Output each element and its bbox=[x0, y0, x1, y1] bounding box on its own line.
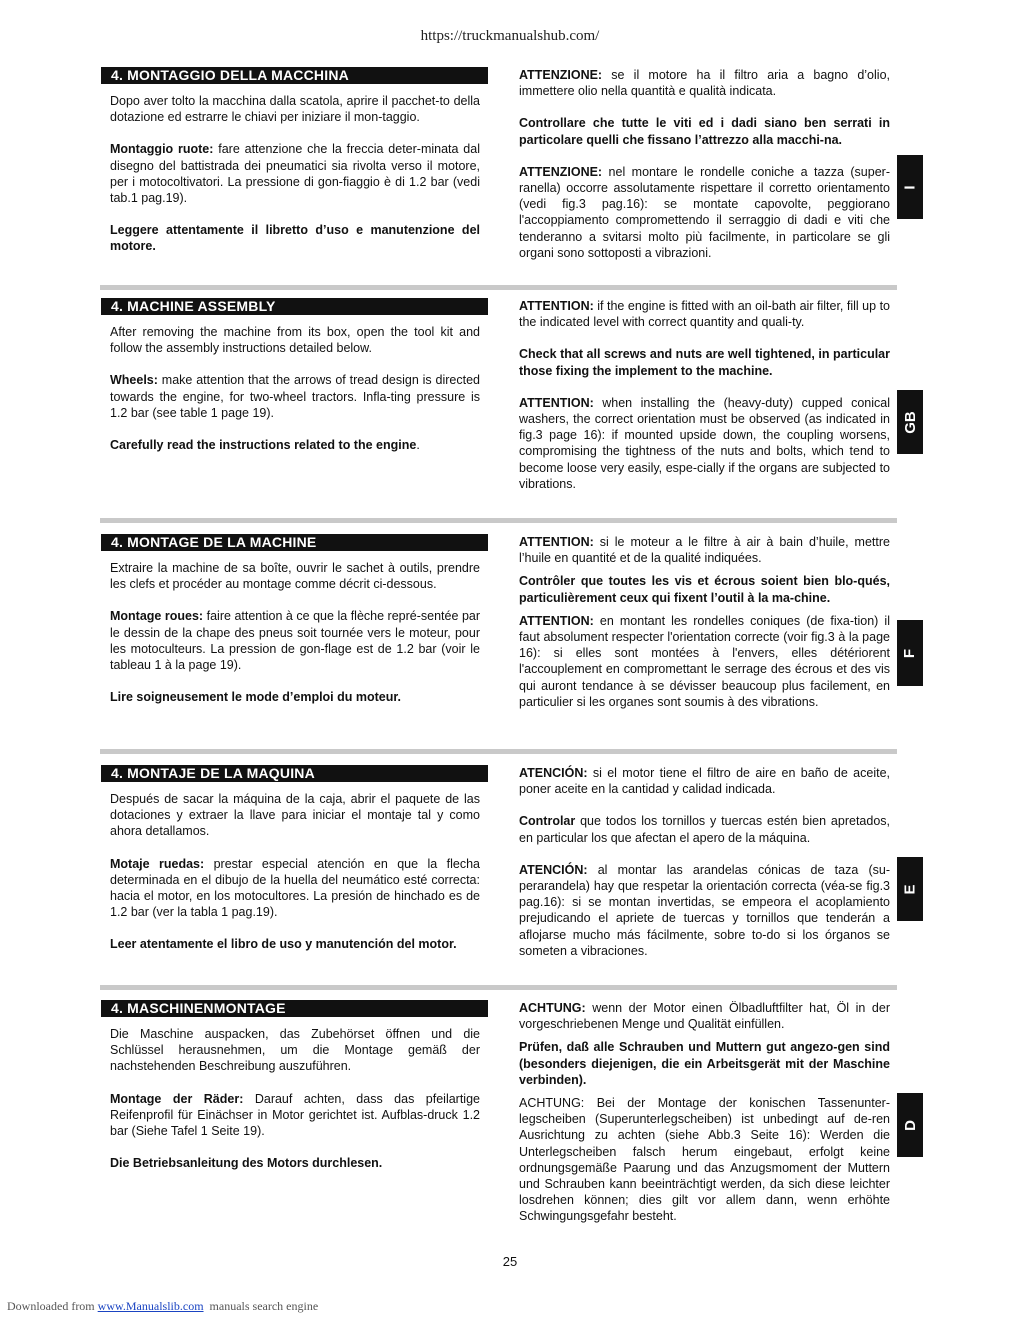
paragraph: Motaje ruedas: prestar especial atención en que la flecha determinada en el dibujo de la huella del neumático esté correcta: hacia el motor, en los motocultores. La presión de hinchado es de 1.2 bar (ver la tabla 1 pag.19). bbox=[110, 856, 480, 920]
section-left-column bbox=[101, 67, 488, 271]
paragraph: Extraire la machine de sa boîte, ouvrir le sachet à outils, prendre les clefs et procéder au montage comme décrit ci-dessous. bbox=[110, 561, 480, 592]
paragraph: ATTENTION: when installing the (heavy-duty) cupped conical washers, the correct orientation must be observed (as indicated in fig.3 page 16): if mounted upside down, the coupling worsens, compromising the tightness of the nuts and bolts, which tend to become loose very easily, espe-cially if the organs are subjected to vibrations. bbox=[519, 395, 890, 491]
section-heading: 4. MASCHINENMONTAGE bbox=[101, 1000, 488, 1017]
section-divider bbox=[100, 285, 897, 290]
section-divider bbox=[100, 985, 897, 990]
section-left-column bbox=[101, 765, 488, 969]
section-heading: 4. MONTAGGIO DELLA MACCHINA bbox=[101, 67, 488, 84]
paragraph: Wheels: make attention that the arrows of tread design is directed towards the engine, for two-wheel tractors. Infla-ting pressure is 1.2 bar (see table 1 page 19). bbox=[110, 373, 480, 420]
section-divider bbox=[100, 518, 897, 523]
footer-prefix: Downloaded from bbox=[7, 1299, 98, 1313]
paragraph: Die Betriebsanleitung des Motors durchlesen. bbox=[110, 1156, 383, 1171]
paragraph: Controlar que todos los tornillos y tuercas estén bien apretados, en particular los que afectan el apero de la máquina. bbox=[519, 814, 890, 845]
paragraph: Montaggio ruote: fare attenzione che la freccia deter-minata dal disegno del battistrada dei pneumatici sia rivolta verso il motore, per i motocoltivatori. La pressione di gon-fiaggio è di 1.2 bar (vedi tab.1 pag.19). bbox=[110, 142, 480, 206]
paragraph: ACHTUNG: wenn der Motor einen Ölbadluftfilter hat, Öl in der vorgeschriebenen Menge und Qualität einfüllen. bbox=[519, 1001, 890, 1032]
language-tab: GB bbox=[897, 390, 923, 454]
section-right-column bbox=[519, 765, 890, 975]
footer-suffix: manuals search engine bbox=[203, 1299, 319, 1313]
section-right-column bbox=[519, 298, 890, 508]
paragraph: Montage der Räder: Darauf achten, dass das pfeilartige Reifenprofil für Einächser in Motor gerichtet ist. Aufblas-druck 1.2 bar (Siehe Tafel 1 Seite 19). bbox=[110, 1091, 480, 1139]
section-divider bbox=[100, 749, 897, 754]
page-number: 25 bbox=[502, 1254, 518, 1269]
language-tab: E bbox=[897, 857, 923, 921]
section-left-column bbox=[101, 1000, 488, 1187]
source-url: https://truckmanualshub.com/ bbox=[420, 28, 600, 44]
download-footer bbox=[7, 1299, 318, 1314]
paragraph: Leggere attentamente il libretto d’uso e manutenzione del motore. bbox=[110, 223, 480, 254]
section-left-column bbox=[101, 298, 488, 469]
section-heading: 4. MONTAGE DE LA MACHINE bbox=[101, 534, 488, 551]
paragraph: Controllare che tutte le viti ed i dadi siano ben serrati in particolare quelli che fissano l’attrezzo alla macchi-na. bbox=[519, 116, 890, 147]
paragraph: Lire soigneusement le mode d’emploi du moteur. bbox=[110, 690, 402, 705]
section-heading: 4. MONTAJE DE LA MAQUINA bbox=[101, 765, 488, 782]
paragraph: Montage roues: faire attention à ce que la flèche repré-sentée par le dessin de la chape des pneus soit tournée vers le moteur, pour les motoculteurs. La pression de gon-flage est de 1.2 bar (voir le tableau 1 à la page 19). bbox=[110, 609, 481, 673]
section-right-column bbox=[519, 1000, 890, 1241]
paragraph: Dopo aver tolto la macchina dalla scatola, aprire il pacchet-to della dotazione ed estrarre le chiavi per iniziare il mon-taggio. bbox=[110, 94, 480, 125]
paragraph: ACHTUNG: Bei der Montage der konischen Tassenunter-legscheiben (Superunterlegscheiben) ist unbedingt auf de-ren Ausrichtung zu achten (siehe Abb.3 Seite 16): Werden die Unterlegscheiben falsch herum eingebaut, erfolgt keine ordnungsgemäße Paarung und das Anzugsmoment der Muttern und Schrauben kann beeinträchtigt werden, da sich diese leichter losdrehen können; dies gilt vor allem dann, wenn erhöhte Schwingungsgefahr besteht. bbox=[519, 1096, 890, 1224]
paragraph: ATENCIÓN: si el motor tiene el filtro de aire en baño de aceite, poner aceite en la cantidad y calidad indicada. bbox=[519, 766, 890, 797]
paragraph: Die Maschine auspacken, das Zubehörset öffnen und die Schlüssel herausnehmen, um die Montage gemäß der nachstehenden Beschreibung auszuführen. bbox=[110, 1027, 480, 1074]
section-right-column bbox=[519, 67, 890, 277]
paragraph: Prüfen, daß alle Schrauben und Muttern gut angezo-gen sind (besonders diejenigen, die ein Arbeitsgerät mit der Maschine verbinden). bbox=[519, 1040, 890, 1087]
paragraph: ATTENTION: if the engine is fitted with an oil-bath air filter, fill up to the indicated level with correct quantity and quali-ty. bbox=[519, 299, 890, 330]
language-tab: F bbox=[897, 620, 923, 686]
paragraph: Carefully read the instructions related to the engine. bbox=[110, 438, 420, 453]
paragraph: ATTENTION: en montant les rondelles coniques (de fixa-tion) il faut absolument respecter l'orientation correcte (voir fig.3 à la page 16): si elles sont montées à l'envers, elles détériorent l'accouplement en compromettant le serrage des écrous et des vis qui auront tendance à se dévisser beaucoup plus facilement, en particulier si les organes sont soumis à des vibrations. bbox=[519, 613, 890, 709]
manualslib-link[interactable]: www.Manualslib.com bbox=[97, 1299, 204, 1313]
language-tab: I bbox=[897, 155, 923, 219]
paragraph: ATENCIÓN: al montar las arandelas cónicas de taza (su-perarandela) hay que respetar la orientación correcta (véa-se fig.3 pag.16): si se montan invertidas, se empeora el acoplamiento prejudicando el apriete de tuercas y tornillos que tenderán a aflojarse mucho más fácilmente, sobre to-do si los órganos se someten a vibraciones. bbox=[519, 862, 890, 958]
paragraph: Después de sacar la máquina de la caja, abrir el paquete de las dotaciones y extraer la llave para iniciar el montaje tal y como ahora detallamos. bbox=[110, 792, 480, 839]
paragraph: Check that all screws and nuts are well tightened, in particular those fixing the implement to the machine. bbox=[519, 347, 890, 378]
paragraph: ATTENZIONE: nel montare le rondelle coniche a tazza (super-ranella) occorre assolutamente rispettare il corretto orientamento (vedi fig.3 pag.16): se montate capovolte, peggiorano l'accoppiamento compromettendo il serraggio di dadi e viti che tenderanno a svitarsi molto più facilmente, in particolare se gli organi sono sottoposti a vibrazioni. bbox=[519, 164, 890, 260]
paragraph: After removing the machine from its box, open the tool kit and follow the assembly instructions detailed below. bbox=[110, 325, 480, 356]
paragraph: ATTENTION: si le moteur a le filtre à air à bain d’huile, mettre l’huile en quantité et de la qualité indiquées. bbox=[519, 535, 890, 566]
section-right-column bbox=[519, 534, 890, 726]
paragraph: ATTENZIONE: se il motore ha il filtro aria a bagno d’olio, immettere olio nella quantità e qualità indicata. bbox=[519, 68, 890, 99]
paragraph: Contrôler que toutes les vis et écrous soient bien blo-qués, particulièrement ceux qui fixent l’outil à la ma-chine. bbox=[519, 574, 890, 605]
section-heading: 4. MACHINE ASSEMBLY bbox=[101, 298, 488, 315]
paragraph: Leer atentamente el libro de uso y manutención del motor. bbox=[110, 937, 457, 952]
language-tab: D bbox=[897, 1093, 923, 1157]
section-left-column bbox=[101, 534, 488, 721]
